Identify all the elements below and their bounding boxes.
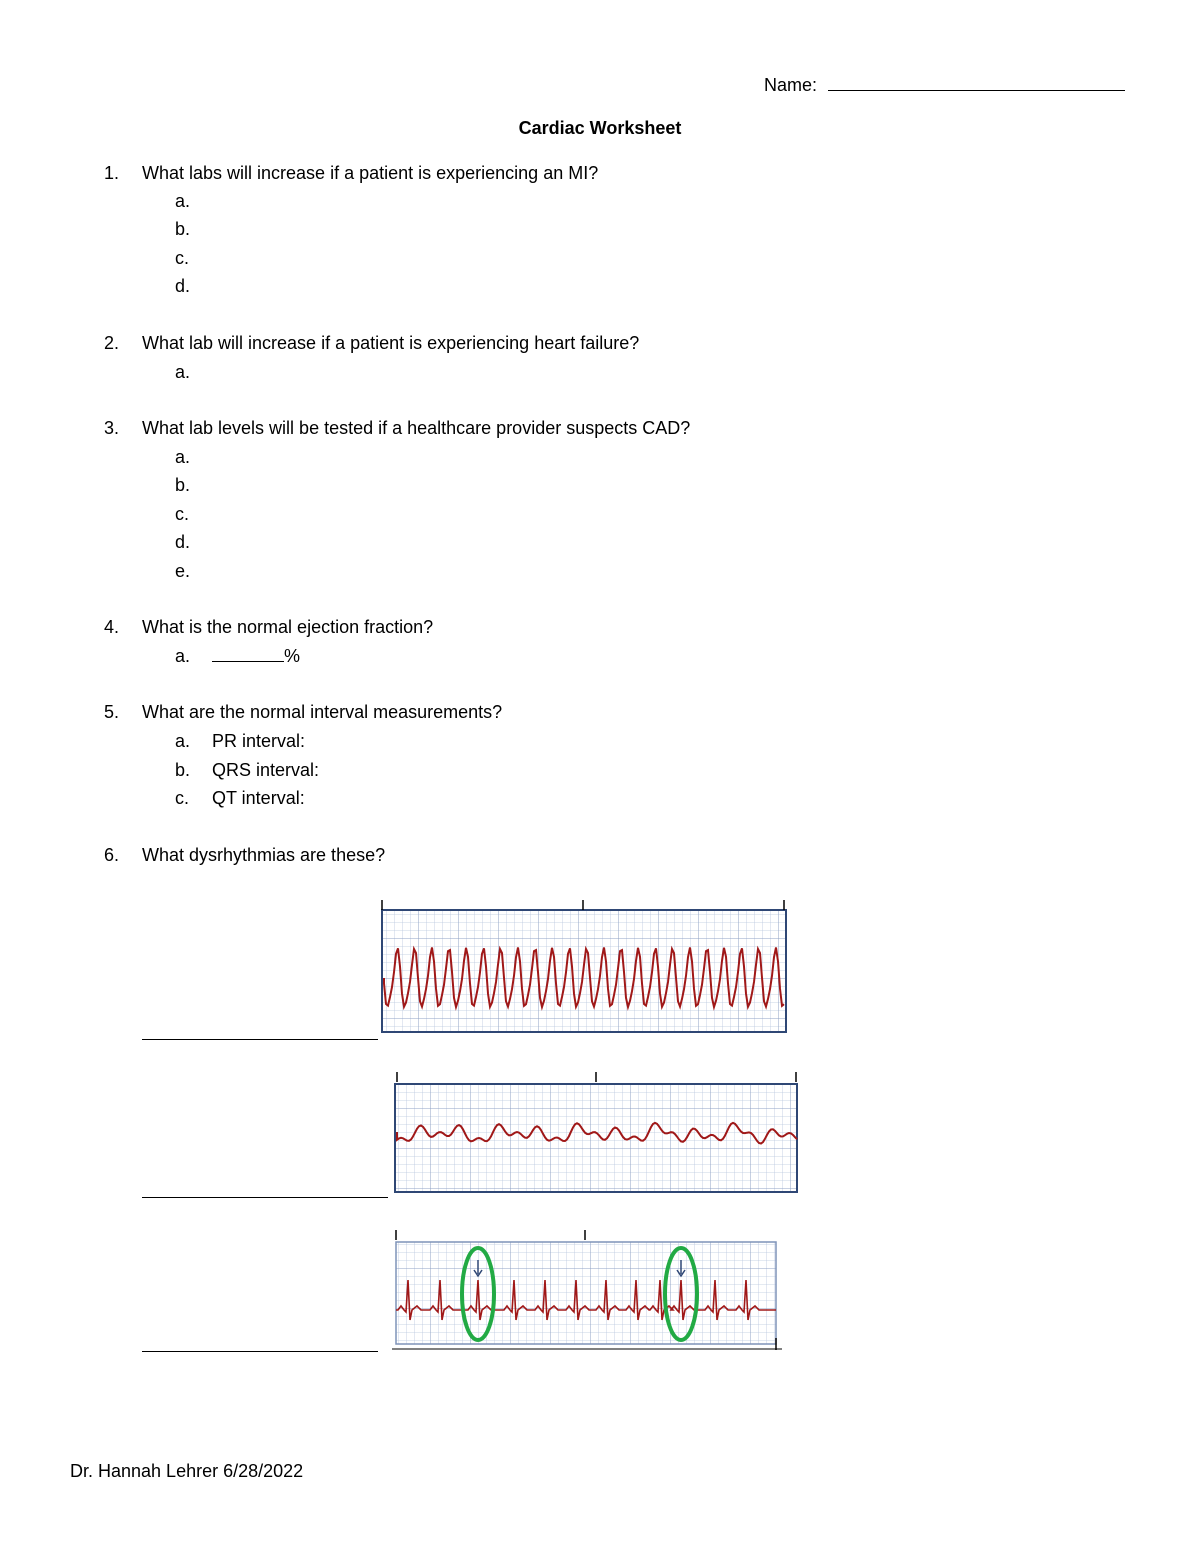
page-title: Cardiac Worksheet (518, 118, 682, 138)
pr-interval-label: PR interval: (212, 731, 306, 751)
question-1-text: What labs will increase if a patient is experiencing an MI? (142, 163, 599, 183)
qrs-interval-label: QRS interval: (212, 760, 320, 780)
name-label: Name: (764, 75, 818, 95)
qt-interval-label: QT interval: (212, 788, 305, 808)
question-3-item-d: d. (175, 532, 191, 552)
question-2-text: What lab will increase if a patient is experiencing heart failure? (142, 333, 640, 353)
question-2-number: 2. (104, 333, 120, 353)
percent-sign: % (284, 646, 301, 666)
ecg-strip-1 (378, 898, 790, 1034)
question-5-item-a: a. (175, 731, 191, 751)
question-4-item-a: a. (175, 646, 191, 666)
name-input-line[interactable] (828, 90, 1125, 91)
question-3-item-c: c. (175, 504, 190, 524)
question-3-item-a: a. (175, 447, 191, 467)
question-4-number: 4. (104, 617, 120, 637)
strip-2-answer-line[interactable] (142, 1197, 388, 1198)
question-3-item-b: b. (175, 475, 191, 495)
ejection-fraction-answer (212, 646, 300, 667)
footer-author: Dr. Hannah Lehrer 6/28/2022 (70, 1461, 304, 1481)
question-5-item-b: b. (175, 760, 191, 780)
ecg-strip-3 (390, 1228, 786, 1354)
question-5-number: 5. (104, 702, 120, 722)
name-field (764, 75, 1125, 96)
question-4-text: What is the normal ejection fraction? (142, 617, 434, 637)
ecg-strip-2 (390, 1068, 802, 1196)
ejection-fraction-blank[interactable] (212, 661, 284, 662)
question-6-number: 6. (104, 845, 120, 865)
question-5-item-c: c. (175, 788, 190, 808)
strip-1-answer-line[interactable] (142, 1039, 378, 1040)
question-1-item-b: b. (175, 219, 191, 239)
question-1-item-d: d. (175, 276, 191, 296)
question-3-text: What lab levels will be tested if a healthcare provider suspects CAD? (142, 418, 691, 438)
question-5-text: What are the normal interval measurements? (142, 702, 503, 722)
question-3-number: 3. (104, 418, 120, 438)
question-6-text: What dysrhythmias are these? (142, 845, 386, 865)
question-1-number: 1. (104, 163, 120, 183)
question-3-item-e: e. (175, 561, 191, 581)
strip-3-answer-line[interactable] (142, 1351, 378, 1352)
question-1-item-a: a. (175, 191, 191, 211)
question-2-item-a: a. (175, 362, 191, 382)
question-1-item-c: c. (175, 248, 190, 268)
